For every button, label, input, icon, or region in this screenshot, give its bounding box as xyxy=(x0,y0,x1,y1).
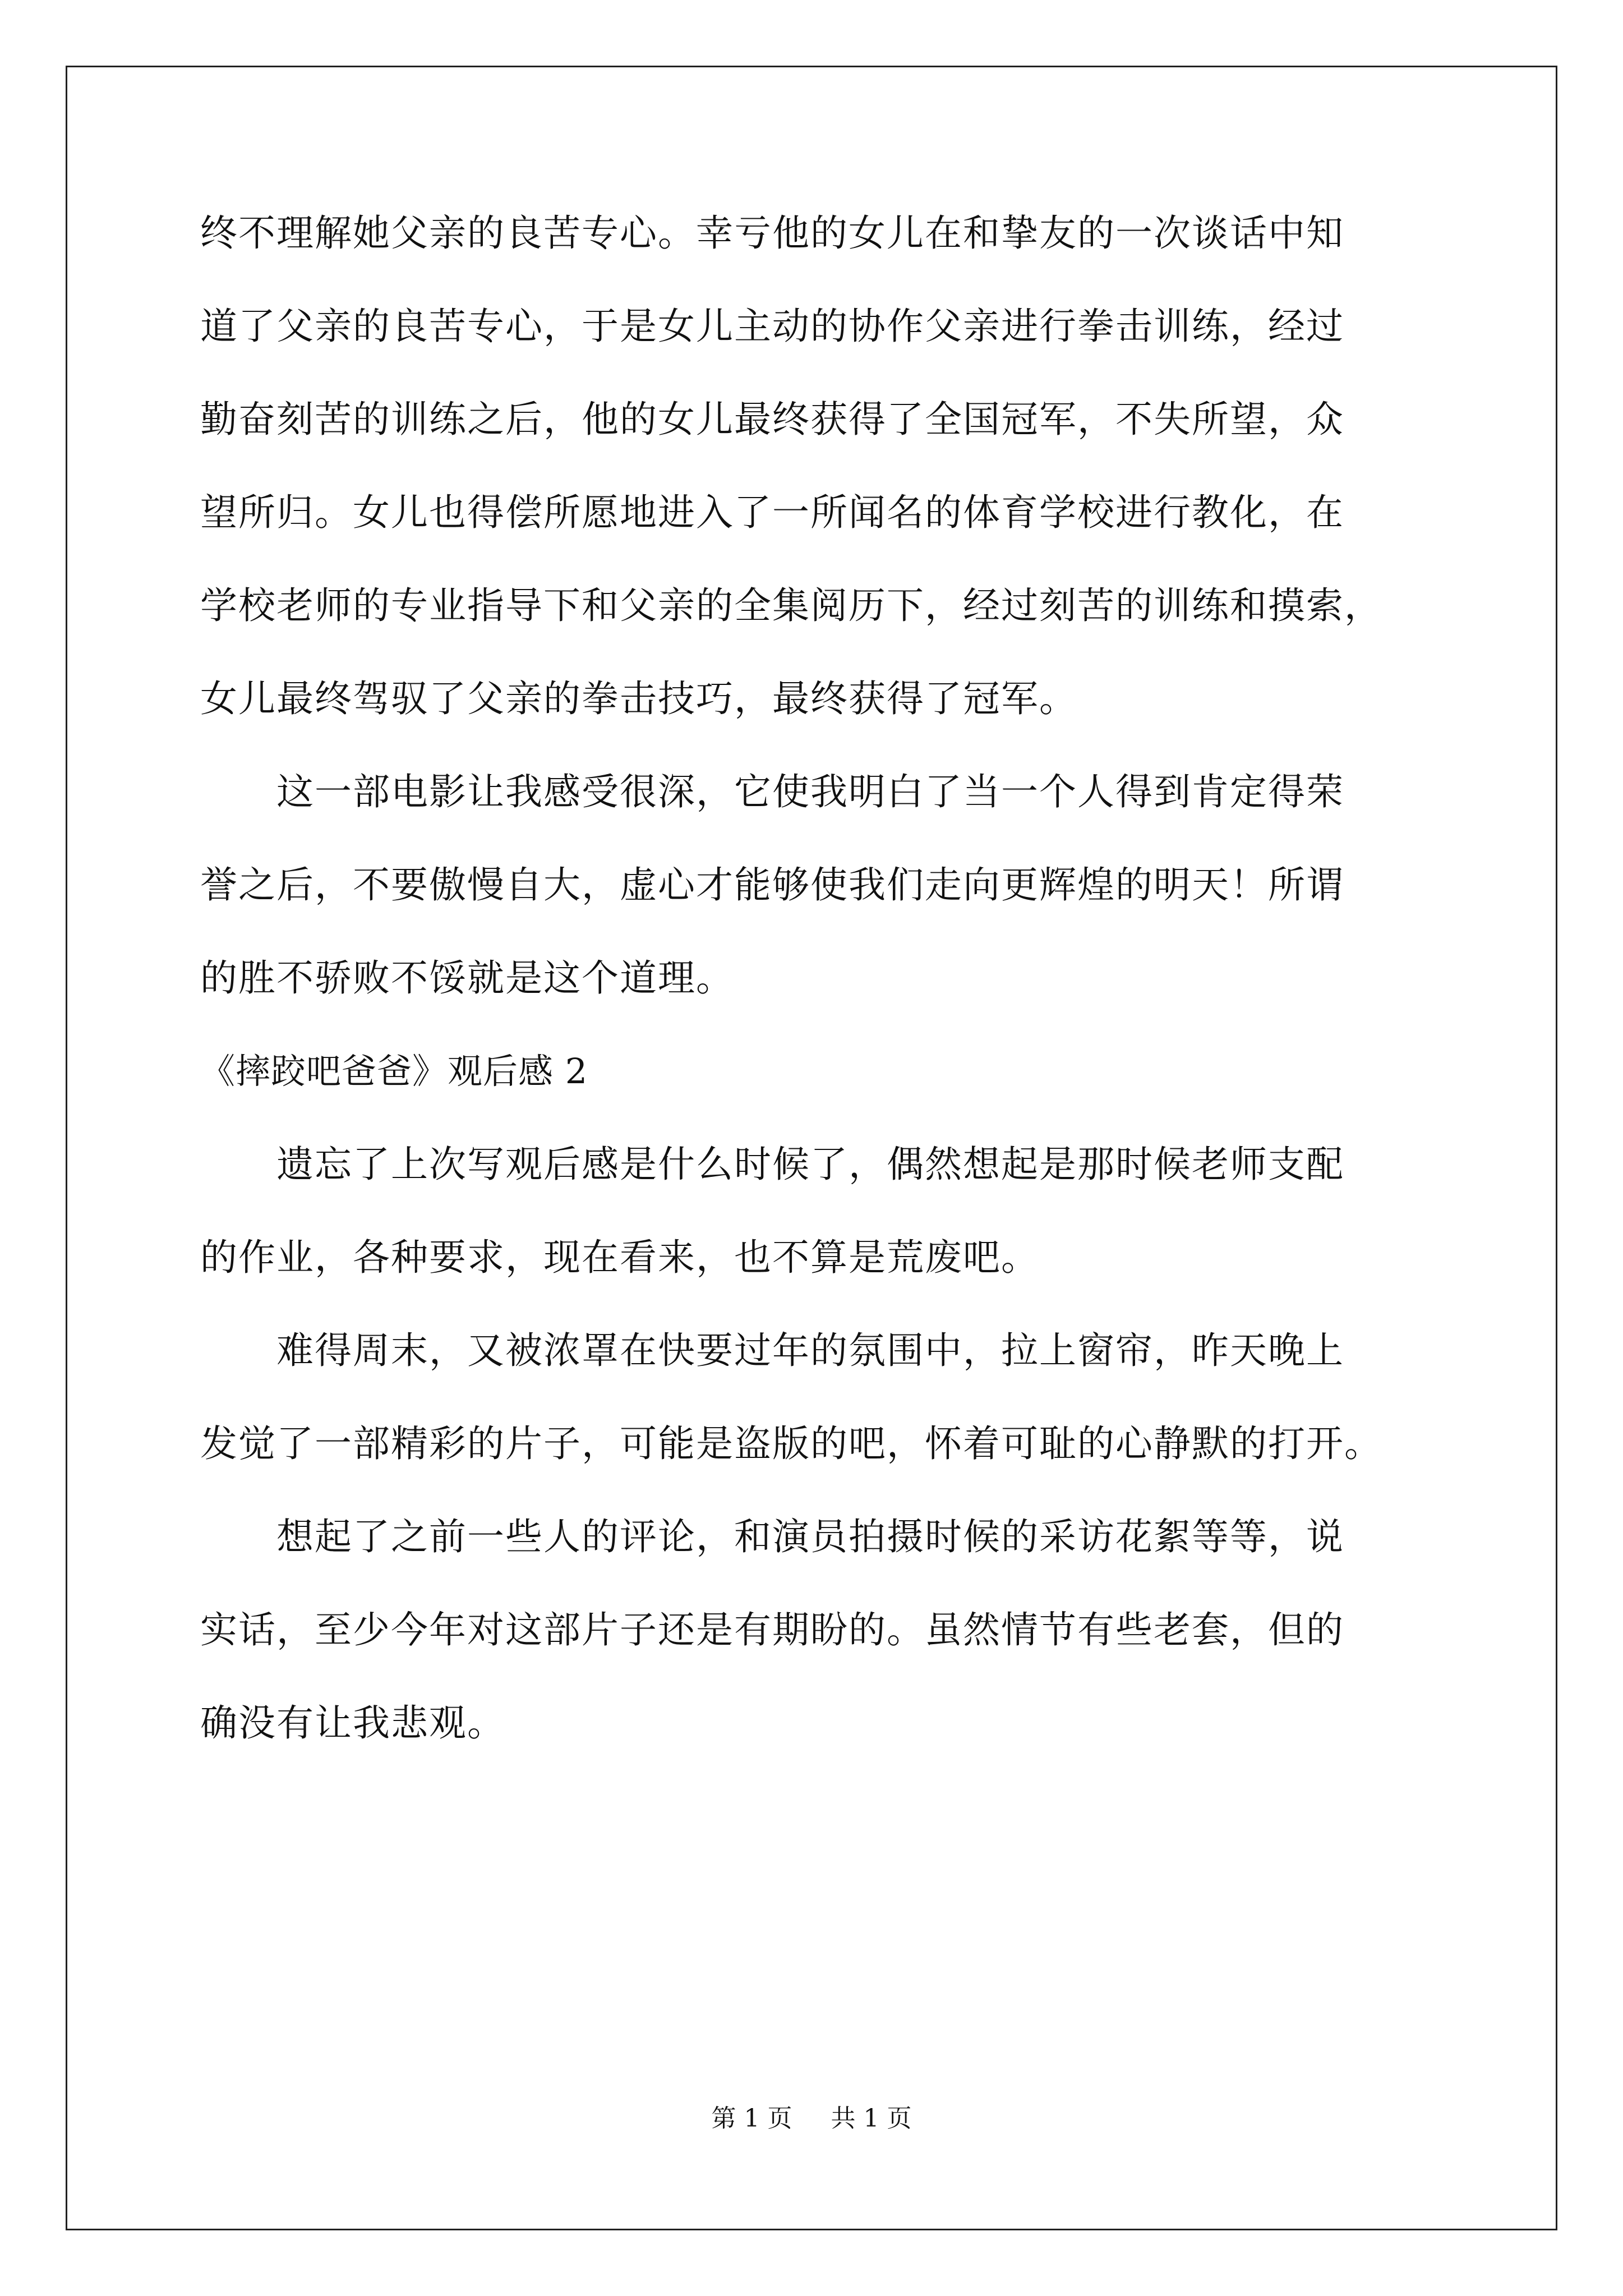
page-footer xyxy=(0,2103,1623,2134)
text-line: 道了父亲的良苦专心，于是女儿主动的协作父亲进行拳击训练，经过 xyxy=(200,305,1344,348)
text-line: 难得周末，又被浓罩在快要过年的氛围中，拉上窗帘，昨天晚上 xyxy=(200,1329,1344,1372)
text-line: 想起了之前一些人的评论，和演员拍摄时候的采访花絮等等，说 xyxy=(200,1515,1344,1558)
section-heading: 《摔跤吧爸爸》观后感 2 xyxy=(200,1051,588,1092)
text-line: 终不理解她父亲的良苦专心。幸亏他的女儿在和挚友的一次谈话中知 xyxy=(200,211,1344,255)
text-line: 学校老师的专业指导下和父亲的全集阅历下，经过刻苦的训练和摸索， xyxy=(200,584,1382,627)
text-line: 的胜不骄败不馁就是这个道理。 xyxy=(200,956,734,1000)
text-line: 遗忘了上次写观后感是什么时候了，偶然想起是那时候老师支配 xyxy=(200,1143,1344,1186)
text-line: 女儿最终驾驭了父亲的拳击技巧，最终获得了冠军。 xyxy=(200,677,1077,720)
text-line: 确没有让我悲观。 xyxy=(200,1701,505,1745)
text-line: 发觉了一部精彩的片子，可能是盗版的吧，怀着可耻的心静默的打开。 xyxy=(200,1422,1382,1465)
document-body xyxy=(200,208,1428,1791)
text-line: 实话，至少今年对这部片子还是有期盼的。虽然情节有些老套，但的 xyxy=(200,1608,1344,1651)
text-line: 这一部电影让我感受很深，它使我明白了当一个人得到肯定得荣 xyxy=(200,770,1344,813)
page-number-current: 第 1 页 xyxy=(711,2104,792,2133)
text-line: 勤奋刻苦的训练之后，他的女儿最终获得了全国冠军，不失所望，众 xyxy=(200,398,1344,441)
text-line: 的作业，各种要求，现在看来，也不算是荒废吧。 xyxy=(200,1236,1039,1279)
page-number-total: 共 1 页 xyxy=(831,2104,912,2133)
text-line: 誉之后，不要傲慢自大，虚心才能够使我们走向更辉煌的明天！所谓 xyxy=(200,863,1344,907)
text-line: 望所归。女儿也得偿所愿地进入了一所闻名的体育学校进行教化，在 xyxy=(200,491,1344,534)
